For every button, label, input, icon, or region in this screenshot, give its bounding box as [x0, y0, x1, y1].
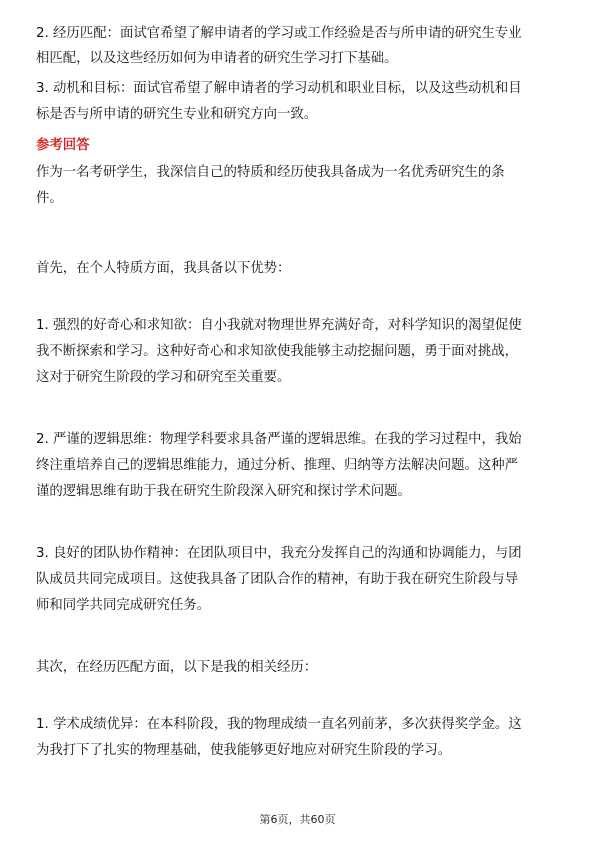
experience-1-line-2: 为我打下了扎实的物理基础，使我能够更好地应对研究生阶段的学习。	[36, 743, 452, 758]
trait-2-line-2: 终注重培养自己的逻辑思维能力，通过分析、推理、归纳等方法解决问题。这种严	[36, 458, 519, 473]
experience-1-line-1: 1. 学术成绩优异：在本科阶段，我的物理成绩一直名列前茅，多次获得奖学金。这	[36, 717, 522, 732]
page-number-footer: 第6页，共60页	[259, 813, 336, 826]
answer-opening-line-2: 件。	[36, 191, 63, 206]
answer-heading: 参考回答	[36, 138, 90, 153]
trait-3-line-2: 队成员共同完成项目。这使我具备了团队合作的精神，有助于我在研究生阶段与导	[36, 572, 519, 587]
answer-opening-line-1: 作为一名考研学生，我深信自己的特质和经历使我具备成为一名优秀研究生的条	[36, 165, 505, 180]
intro-item-3-line-1: 3. 动机和目标：面试官希望了解申请者的学习动机和职业目标，以及这些动机和目	[36, 81, 522, 96]
intro-item-3-line-2: 标是否与所申请的研究生专业和研究方向一致。	[36, 107, 318, 122]
trait-2-line-3: 谨的逻辑思维有助于我在研究生阶段深入研究和探讨学术问题。	[36, 484, 411, 499]
intro-item-2-line-2: 相匹配，以及这些经历如何为申请者的研究生学习打下基础。	[36, 51, 398, 66]
trait-1-line-1: 1. 强烈的好奇心和求知欲：自小我就对物理世界充满好奇，对科学知识的渴望促使	[36, 318, 522, 333]
experience-intro: 其次，在经历匹配方面，以下是我的相关经历：	[36, 660, 318, 675]
intro-item-2-line-1: 2. 经历匹配：面试官希望了解申请者的学习或工作经验是否与所申请的研究生专业	[36, 26, 522, 41]
trait-3-line-3: 师和同学共同完成研究任务。	[36, 598, 211, 613]
trait-2-line-1: 2. 严谨的逻辑思维：物理学科要求具备严谨的逻辑思维。在我的学习过程中，我始	[36, 432, 522, 447]
trait-1-line-3: 这对于研究生阶段的学习和研究至关重要。	[36, 370, 291, 385]
traits-intro: 首先，在个人特质方面，我具备以下优势：	[36, 261, 291, 276]
trait-3-line-1: 3. 良好的团队协作精神：在团队项目中，我充分发挥自己的沟通和协调能力，与团	[36, 546, 522, 561]
trait-1-line-2: 我不断探索和学习。这种好奇心和求知欲使我能够主动挖掘问题，勇于面对挑战，	[36, 344, 519, 359]
